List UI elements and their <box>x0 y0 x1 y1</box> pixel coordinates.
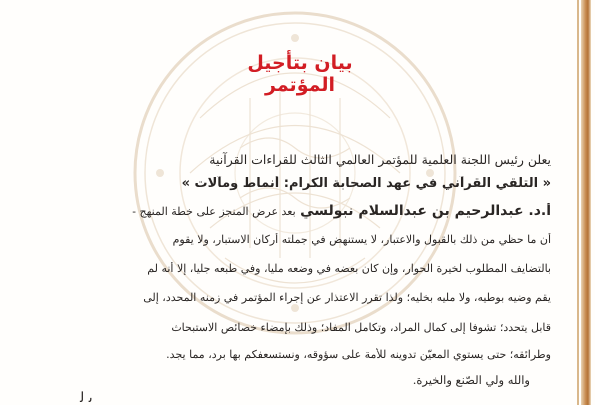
page-border-inner <box>577 0 579 405</box>
paragraph-line-4: أن ما حظي من ذلك بالقبول والاعتبار، لا يستنهض في جملته أركان الاستبار، ولا يقوم <box>172 233 551 246</box>
closing-line: والله ولي الصّنع والخيرة. <box>412 373 530 387</box>
author-name: أ.د. عبدالرحيم بن عبدالسلام نبولسي <box>300 203 551 219</box>
paragraph-line-8: وطرائقه؛ حتى يستوي المعيّن تدوينه للأمة على سؤوقه، ونستسعفكم بها برد، مما يجد. <box>166 348 551 361</box>
document-title: بيان بتأجيل المؤتمر <box>247 52 353 96</box>
page-corner-mark: ﯨ ﻟ <box>80 390 93 406</box>
conference-name-line: « التلقي القرآني في عهد الصحابة الكرام: أنماط ومآلات » <box>181 176 551 191</box>
paragraph-line-7: قابل يتحدد؛ تشوفا إلى كمال المراد، وتكامل المفاد؛ وذلك بإمضاء خصائص الاستبحاث <box>171 321 551 334</box>
page-border-ornament <box>581 0 591 405</box>
author-line-rest: بعد عرض المنجز على خطة المنهج - <box>132 205 296 218</box>
paragraph-line-1: يعلن رئيس اللجنة العلمية للمؤتمر العالمي الثالث للقراءات القرآنية <box>209 152 551 167</box>
paragraph-line-6: يقم وضيه بوطيه، ولا مليه بخليه؛ ولذا تقرر الاعتذار عن إجراء المؤتمر في زمنه المحدد، إلى <box>143 291 551 304</box>
author-line <box>46 203 551 219</box>
paragraph-line-5: بالتضايف المطلوب لخيرة الحوار، وإن كان بعضه في وضعه مليا، وفي طبعه جليا، إلا أنه لم <box>147 262 551 275</box>
